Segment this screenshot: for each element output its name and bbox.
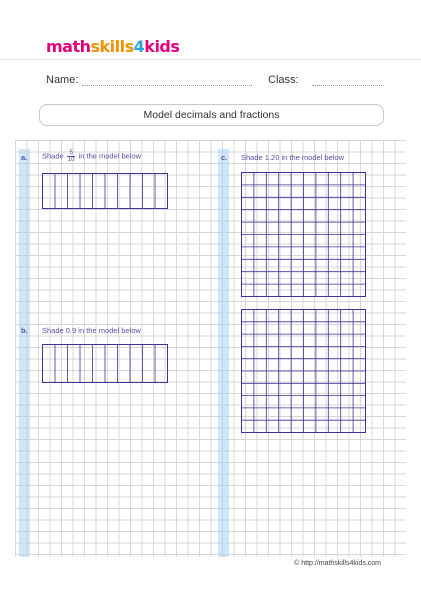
name-label: Name: xyxy=(46,74,79,86)
class-label: Class: xyxy=(268,74,299,86)
fraction-numerator: 5 xyxy=(67,150,76,157)
header-divider xyxy=(0,59,421,60)
model-b-tenths-strip[interactable] xyxy=(42,344,168,384)
question-a-instruction xyxy=(42,150,141,163)
question-b-instruction: Shade 0.9 in the model below xyxy=(42,326,141,335)
fraction-denominator: 10 xyxy=(67,157,75,163)
footer-url: © http://mathskills4kids.com xyxy=(294,560,381,567)
question-a-prefix: Shade xyxy=(42,151,64,161)
question-b-letter: b. xyxy=(21,326,28,335)
question-c-instruction: Shade 1.20 in the model below xyxy=(241,153,344,162)
question-a-suffix: in the model below xyxy=(78,151,142,161)
left-margin-strip xyxy=(19,149,30,557)
question-c-letter: c. xyxy=(221,153,228,162)
name-field[interactable] xyxy=(82,85,252,86)
right-margin-strip xyxy=(218,149,229,557)
worksheet-title: Model decimals and fractions xyxy=(39,104,384,126)
model-c-hundred-grid-2[interactable] xyxy=(241,309,366,433)
site-logo: mathskills4kids xyxy=(46,37,180,56)
model-c-hundred-grid-1[interactable] xyxy=(241,172,366,297)
question-a-fraction xyxy=(67,150,76,163)
model-a-tenths-strip[interactable] xyxy=(42,173,168,210)
class-field[interactable] xyxy=(312,85,384,86)
question-a-letter: a. xyxy=(21,153,28,162)
